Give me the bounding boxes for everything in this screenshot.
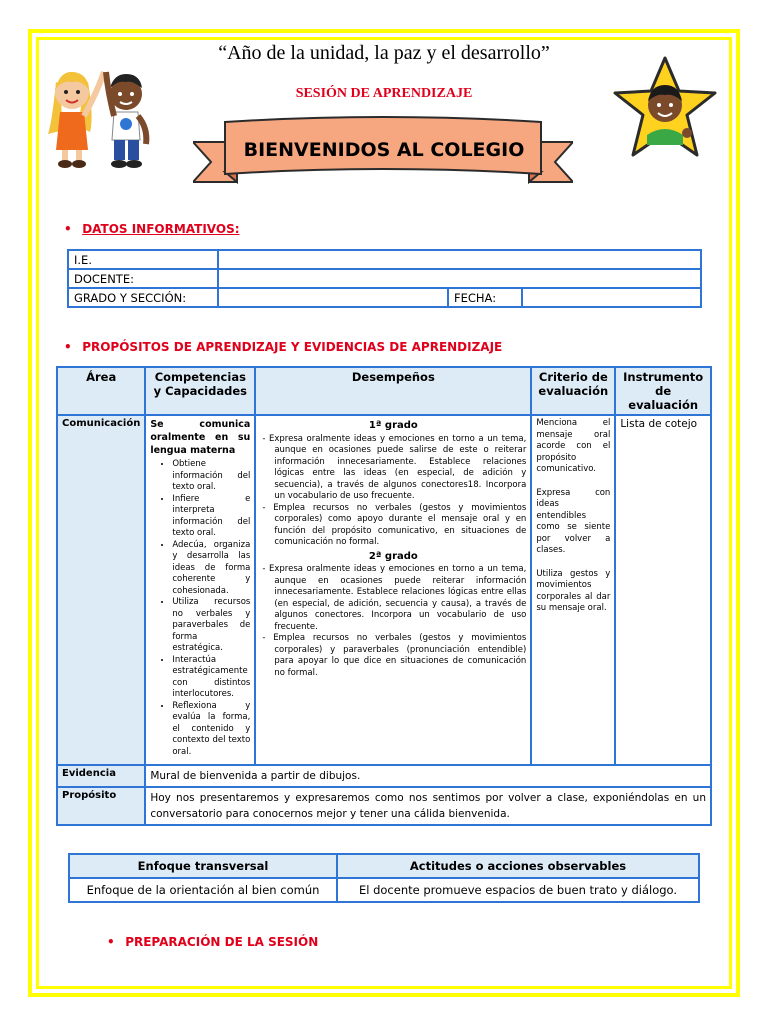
actitudes-header: Actitudes o acciones observables	[337, 854, 699, 878]
area-value: Comunicación	[57, 415, 145, 765]
bullet-icon: •	[64, 340, 72, 354]
list-item: - Expresa oralmente ideas y emociones en torno a un tema, aunque en ocasiones puede salirse de este o reiterar información innecesariamente. Establece relaciones lógicas entre las ideas (en especial, de adición y secuencia), a través de algunos conectores18. Incorpora un vocabulario de uso frecuente.	[274, 434, 526, 503]
competencia-title: Se comunica oralmente en su lengua materna	[150, 419, 251, 456]
grade-2-list	[260, 564, 526, 679]
criterio-item: Expresa con ideas entendibles como se siente por volver a clases.	[536, 487, 611, 555]
grade-2-label: 2ª grado	[368, 550, 418, 562]
list-item: • Obtiene información del texto oral.	[172, 459, 250, 494]
instrumento-value: Lista de cotejo	[615, 415, 711, 765]
docente-label: DOCENTE:	[68, 269, 218, 288]
competencias-cell	[145, 415, 255, 765]
star-boy-illustration	[611, 55, 719, 159]
banner-title: BIENVENIDOS AL COLEGIO	[243, 139, 525, 161]
grado-label: GRADO Y SECCIÓN:	[68, 288, 218, 307]
list-item: - Emplea recursos no verbales (gestos y movimientos corporales) y paraverbales (pronunciación entendible) para apoyar lo que dice en situaciones de comunicación no formal.	[274, 633, 526, 679]
ie-field[interactable]	[218, 250, 701, 269]
preparacion-heading: • PREPARACIÓN DE LA SESIÓN	[107, 935, 319, 949]
grade-1-list	[260, 434, 526, 549]
enfoque-value: Enfoque de la orientación al bien común	[69, 878, 337, 902]
criterio-item: Utiliza gestos y movimientos corporales al dar su mensaje oral.	[536, 568, 611, 613]
evidencia-label: Evidencia	[57, 765, 145, 787]
proposito-value: Hoy nos presentaremos y expresaremos como nos sentimos por volver a clase, exponiéndolas en un conversatorio para conocernos mejor y tener una cálida bienvenida.	[145, 787, 711, 825]
list-item: • Infiere e interpreta información del texto oral.	[172, 494, 250, 540]
datos-table	[67, 249, 702, 308]
propositos-table	[56, 366, 712, 826]
evidencia-value: Mural de bienvenida a partir de dibujos.	[145, 765, 711, 787]
list-item: • Utiliza recursos no verbales y paraverbales de forma estratégica.	[172, 597, 250, 655]
children-illustration	[42, 62, 162, 172]
col-area: Área	[57, 367, 145, 415]
criterio-cell	[531, 415, 615, 765]
bullet-icon: •	[64, 222, 72, 236]
col-instrumento: Instrumento de evaluación	[615, 367, 711, 415]
actitudes-value: El docente promueve espacios de buen trato y diálogo.	[337, 878, 699, 902]
propositos-heading: • PROPÓSITOS DE APRENDIZAJE Y EVIDENCIAS DE APRENDIZAJE	[64, 340, 503, 354]
list-item: - Emplea recursos no verbales (gestos y movimientos corporales) como apoyo durante el mensaje oral y en función del propósito comunicativo, en situaciones de comunicación no formal.	[274, 503, 526, 549]
year-motto: “Año de la unidad, la paz y el desarrollo”	[218, 42, 550, 64]
session-title: SESIÓN DE APRENDIZAJE	[295, 86, 473, 101]
grado-field[interactable]	[218, 288, 448, 307]
enfoque-table	[68, 853, 700, 903]
bullet-icon: •	[107, 935, 115, 949]
list-item: • Adecúa, organiza y desarrolla las ideas de forma coherente y cohesionada.	[172, 540, 250, 598]
grade-1-label: 1ª grado	[368, 420, 418, 431]
list-item: • Reflexiona y evalúa la forma, el contenido y contexto del texto oral.	[172, 701, 250, 759]
capacidades-list	[150, 459, 250, 758]
col-criterio: Criterio de evaluación	[531, 367, 615, 415]
col-competencias: Competencias y Capacidades	[145, 367, 255, 415]
col-desempenos: Desempeños	[255, 367, 531, 415]
docente-field[interactable]	[218, 269, 701, 288]
fecha-field[interactable]	[522, 288, 701, 307]
desempenos-cell	[255, 415, 531, 765]
list-item: - Expresa oralmente ideas y emociones en torno a un tema, aunque en ocasiones puede reiterar información innecesariamente. Establece relaciones lógicas entre ellas (en especial, de adición, secuencia y causa), a través de algunos conectores. Incorpora un vocabulario de uso frecuente.	[274, 564, 526, 633]
criterio-item: Menciona el mensaje oral acorde con el propósito comunicativo.	[536, 418, 611, 474]
enfoque-header: Enfoque transversal	[69, 854, 337, 878]
list-item: • Interactúa estratégicamente con distintos interlocutores.	[172, 655, 250, 701]
proposito-label: Propósito	[57, 787, 145, 825]
fecha-label: FECHA:	[448, 288, 522, 307]
ie-label: I.E.	[68, 250, 218, 269]
datos-heading: • DATOS INFORMATIVOS:	[64, 222, 240, 236]
